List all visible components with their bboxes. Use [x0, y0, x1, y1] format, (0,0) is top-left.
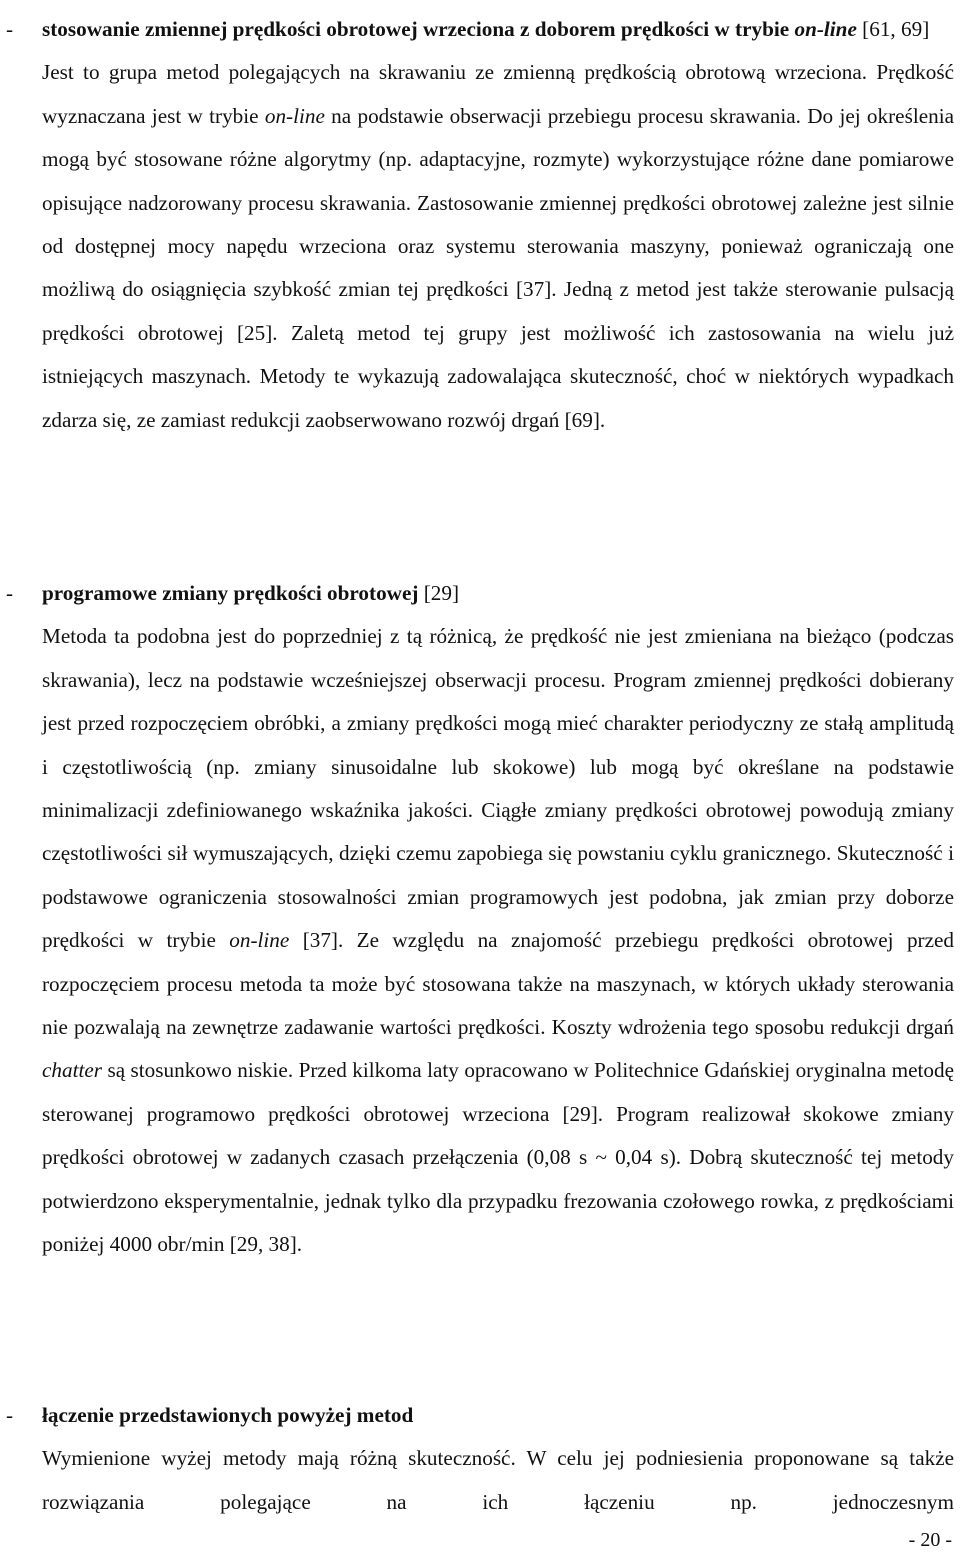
heading-reference: [61, 69]	[856, 17, 930, 41]
heading-bold: łączenie przedstawionych powyżej metod	[42, 1403, 414, 1427]
list-item	[0, 572, 960, 1267]
paragraph	[42, 615, 954, 1266]
paragraph-text: Metoda ta podobna jest do poprzedniej z tą różnicą, że prędkość nie jest zmieniana na bieżąco (podczas skrawania), lecz na podstawie wcześniejszej obserwacji procesu. Program zmiennej prędkości dobierany jest przed rozpoczęciem obróbki, a zmiany prędkości mogą mieć charakter periodyczny ze stałą amplitudą i częstotliwością (np. zmiany sinusoidalne lub skokowe) lub mogą być określane na podstawie minimalizacji zdefiniowanego wskaźnika jakości. Ciągłe zmiany prędkości obrotowej powodują zmiany częstotliwości sił wymuszających, dzięki czemu zapobiega się powstaniu cyklu granicznego. Skuteczność i podstawowe ograniczenia stosowalności zmian programowych jest podobna, jak zmian przy doborze prędkości w trybie	[42, 624, 954, 953]
heading-bold: stosowanie zmiennej prędkości obrotowej wrzeciona z doborem prędkości w trybie	[42, 17, 790, 41]
paragraph-text: Wymienione wyżej metody mają różną skuteczność. W celu jej podniesienia proponowane są także rozwiązania polegające na ich łączeniu np. jednoczesnym	[42, 1446, 954, 1514]
list-dash: -	[6, 1403, 14, 1427]
paragraph-text: są stosunkowo niskie. Przed kilkoma laty opracowano w Politechnice Gdańskiej oryginalna metodę sterowanej programowo prędkości obrotowej wrzeciona [29]. Program realizował skokowe zmiany prędkości obrotowej w zadanych czasach przełączenia (0,08 s ~ 0,04 s). Dobrą skuteczność tej metody potwierdzono eksperymentalnie, jednak tylko dla przypadku frezowania czołowego rowka, z prędkościami poniżej 4000 obr/min [29, 38].	[42, 1058, 954, 1257]
list-item	[0, 8, 960, 442]
list-dash: -	[6, 581, 14, 605]
list-item	[0, 1394, 960, 1524]
paragraph-italic: chatter	[42, 1058, 103, 1083]
heading-bold: programowe zmiany prędkości obrotowej	[42, 581, 419, 605]
heading-bold-italic: on-line	[794, 17, 857, 41]
paragraph-text: [37]. Ze względu na znajomość przebiegu prędkości obrotowej przed rozpoczęciem procesu metoda ta może być stosowana także na maszynach, w których układy sterowania nie pozwalają na zewnętrze zadawanie wartości prędkości. Koszty wdrożenia tego sposobu redukcji drgań	[42, 928, 955, 1040]
page-number: - 20 -	[908, 1529, 952, 1551]
heading-reference: [29]	[418, 581, 460, 605]
paragraph	[42, 1437, 954, 1524]
list-dash: -	[6, 17, 14, 41]
paragraph-text: na podstawie obserwacji przebiegu procesu skrawania. Do jej określenia mogą być stosowane różne algorytmy (np. adaptacyjne, rozmyte) wykorzystujące różne dane pomiarowe opisujące nadzorowany procesu skrawania. Zastosowanie zmiennej prędkości obrotowej zależne jest silnie od dostępnej mocy napędu wrzeciona oraz systemu sterowania maszyny, ponieważ ograniczają one możliwą do osiągnięcia szybkość zmian tej prędkości [37]. Jedną z metod jest także sterowanie pulsacją prędkości obrotowej [25]. Zaletą metod tej grupy jest możliwość ich zastosowania na wielu już istniejących maszynach. Metody te wykazują zadowalająca skuteczność, choć w niektórych wypadkach zdarza się, ze zamiast redukcji zaobserwowano rozwój drgań [69].	[42, 103, 954, 432]
list-item-heading	[42, 572, 954, 615]
paragraph-italic: on-line	[264, 103, 325, 128]
paragraph	[42, 51, 954, 442]
paragraph-text: Jest to grupa metod polegających na skrawaniu ze zmienną prędkością obrotową wrzeciona. Prędkość wyznaczana jest w trybie	[42, 60, 954, 128]
list-item-heading	[42, 8, 954, 51]
paragraph-italic: on-line	[229, 928, 290, 953]
list-item-heading	[42, 1394, 954, 1437]
